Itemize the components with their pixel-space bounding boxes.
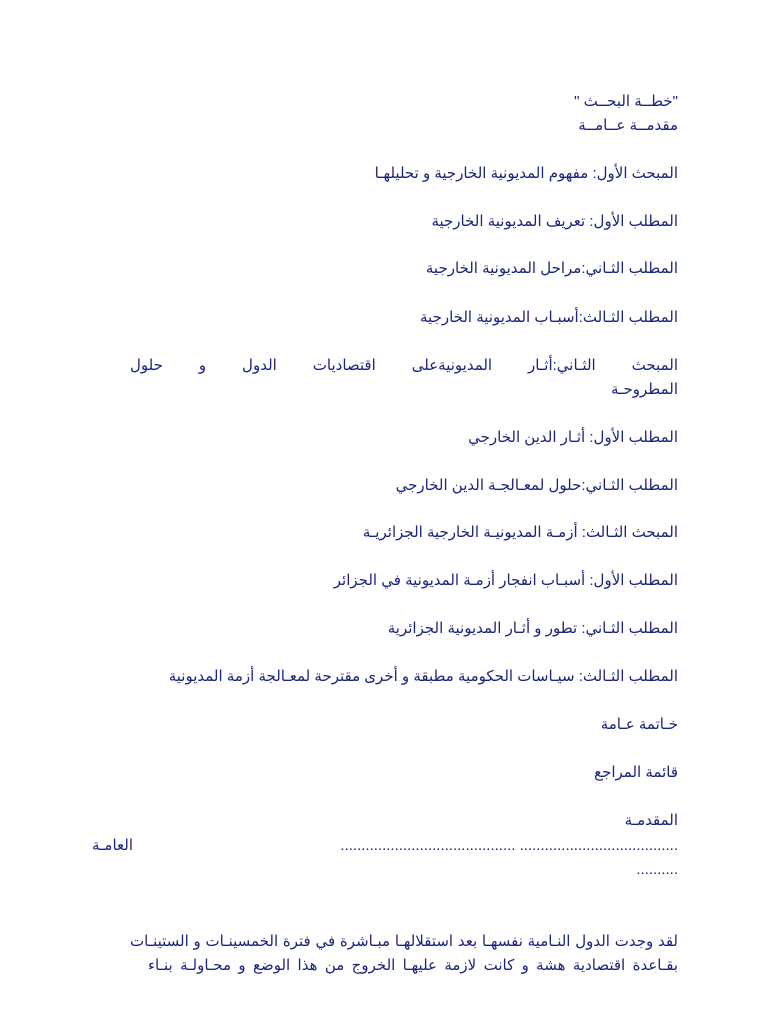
plan-item: المطلب الثـاني: تطور و أثـار المديونية الجزائرية	[387, 620, 678, 637]
plan-item: المطلب الثـاني:مراحل المديونية الخارجية	[425, 260, 678, 277]
plan-item: المبحث الثـالث: أزمـة المديونيـة الخارجية الجزائريـة	[362, 524, 678, 541]
plan-item: المطروحـة	[611, 381, 678, 398]
intro-heading-dots: .......................................... ......................................	[340, 837, 678, 854]
plan-item: المبحث الأول: مفهوم المديونية الخارجية و تحليلهـا	[374, 165, 678, 182]
plan-references: قائمة المراجع	[594, 764, 678, 781]
intro-heading: المقدمـة	[624, 812, 678, 829]
plan-item: المطلب الثـاني:حلول لمعـالجـة الدين الخارجي	[395, 477, 678, 494]
plan-item: المطلب الثـالث: سيـاسات الحكومية مطبقة و أخرى مقترحة لمعـالجة أزمة المديونية	[168, 668, 678, 685]
plan-intro: مقدمــة عــامــة	[578, 117, 678, 134]
paragraph-line: لقد وجدت الدول النـامية نفسهـا بعد استقلالهـا مبـاشرة في فترة الخمسينـات و الستينـات	[130, 933, 678, 950]
plan-item: المبحث الثـاني:أثـار المديونيةعلى اقتصاديات الدول و حلول	[130, 357, 678, 374]
paragraph-line: بقـاعدة اقتصادية هشة و كانت لازمة عليهـا الخروج من هذا الوضع و محـاولـة بنـاء	[148, 957, 678, 974]
intro-heading-word: العامـة	[92, 837, 134, 854]
plan-conclusion: خـاتمة عـامة	[600, 716, 678, 733]
plan-title: "خطــة البحــث "	[574, 93, 678, 110]
plan-item: المطلب الأول: تعريف المديونية الخارجية	[431, 213, 678, 230]
intro-heading-dots-2: ..........	[636, 861, 678, 878]
plan-item: المطلب الأول: أسبـاب انفجار أزمـة المديونية في الجزائر	[333, 572, 678, 589]
plan-item: المطلب الثـالث:أسبـاب المديونية الخارجية	[420, 309, 678, 326]
plan-item: المطلب الأول: أثـار الدين الخارجي	[468, 429, 678, 446]
